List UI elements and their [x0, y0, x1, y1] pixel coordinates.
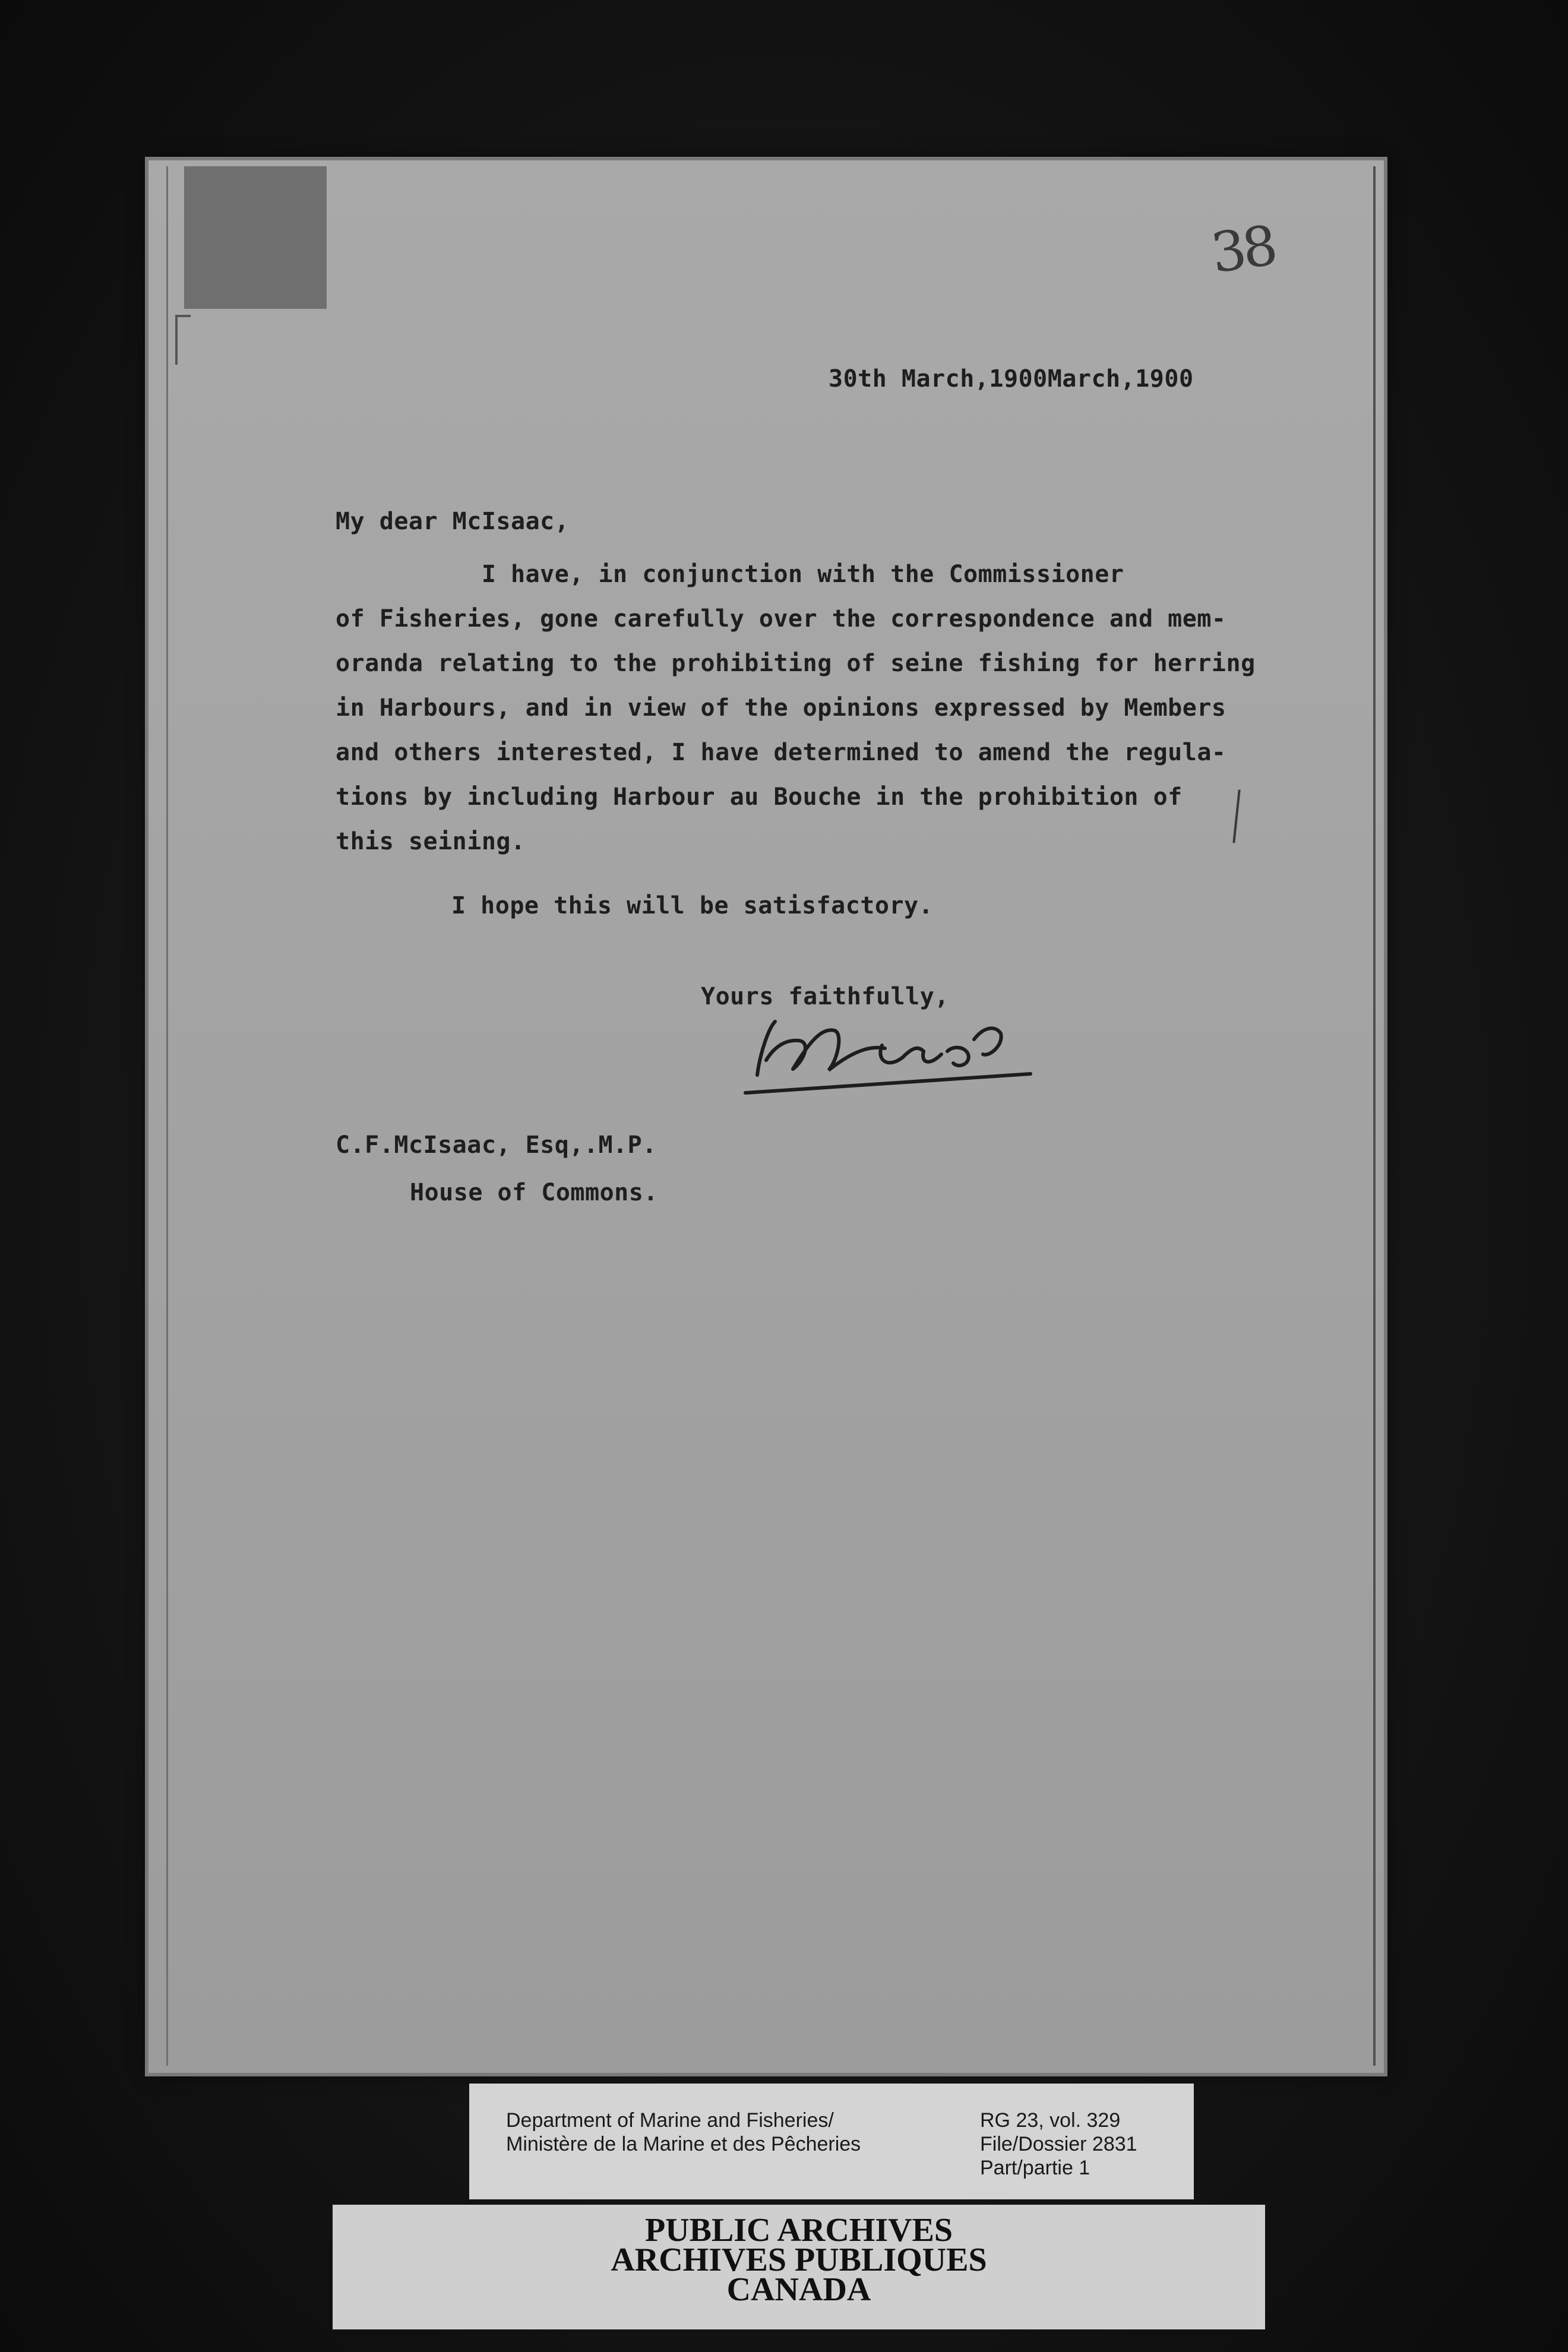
salutation: My dear McIsaac, — [336, 508, 570, 535]
body-line: oranda relating to the prohibiting of seine fishing for herring — [336, 650, 1256, 677]
addressee-name: C.F.McIsaac, Esq,.M.P. — [336, 1131, 657, 1159]
record-reference — [980, 2108, 1137, 2180]
stamp-line-english: PUBLIC ARCHIVES — [644, 2212, 953, 2249]
part-number: Part/partie 1 — [980, 2157, 1090, 2179]
public-archives-stamp — [333, 2205, 1265, 2329]
body-line: in Harbours, and in view of the opinions expressed by Members — [336, 694, 1226, 722]
complimentary-close: Yours faithfully, — [701, 983, 949, 1010]
record-group: RG 23, vol. 329 — [980, 2109, 1121, 2132]
department-english: Department of Marine and Fisheries/ — [506, 2109, 834, 2132]
department-french: Ministère de la Marine et des Pêcheries — [506, 2133, 861, 2155]
stamp-line-french: ARCHIVES PUBLIQUES — [611, 2242, 987, 2278]
stamp-text — [333, 2212, 1265, 2308]
body-line: and others interested, I have determined to amend the regula- — [336, 739, 1226, 766]
letter-date: 30th March,1900March,1900 — [829, 365, 1194, 393]
letter-page — [148, 160, 1384, 2073]
department-name — [506, 2108, 861, 2156]
handwritten-signature — [734, 1004, 1042, 1105]
handwritten-page-number: 38 — [1207, 213, 1278, 286]
body-line: of Fisheries, gone carefully over the correspondence and mem- — [336, 605, 1226, 633]
body-line: tions by including Harbour au Bouche in the prohibition of — [336, 783, 1183, 811]
page-tear — [175, 315, 191, 365]
archive-reference-label — [469, 2084, 1194, 2199]
file-number: File/Dossier 2831 — [980, 2133, 1137, 2155]
corner-stain — [184, 166, 327, 309]
body-line: this seining. — [336, 828, 526, 855]
page-border — [166, 166, 1376, 2066]
letter-body — [336, 552, 1256, 864]
addressee-location: House of Commons. — [410, 1179, 658, 1206]
body-line: I have, in conjunction with the Commissioner — [336, 561, 1124, 588]
closing-sentence: I hope this will be satisfactory. — [451, 892, 934, 919]
stamp-line-country: CANADA — [726, 2271, 871, 2308]
